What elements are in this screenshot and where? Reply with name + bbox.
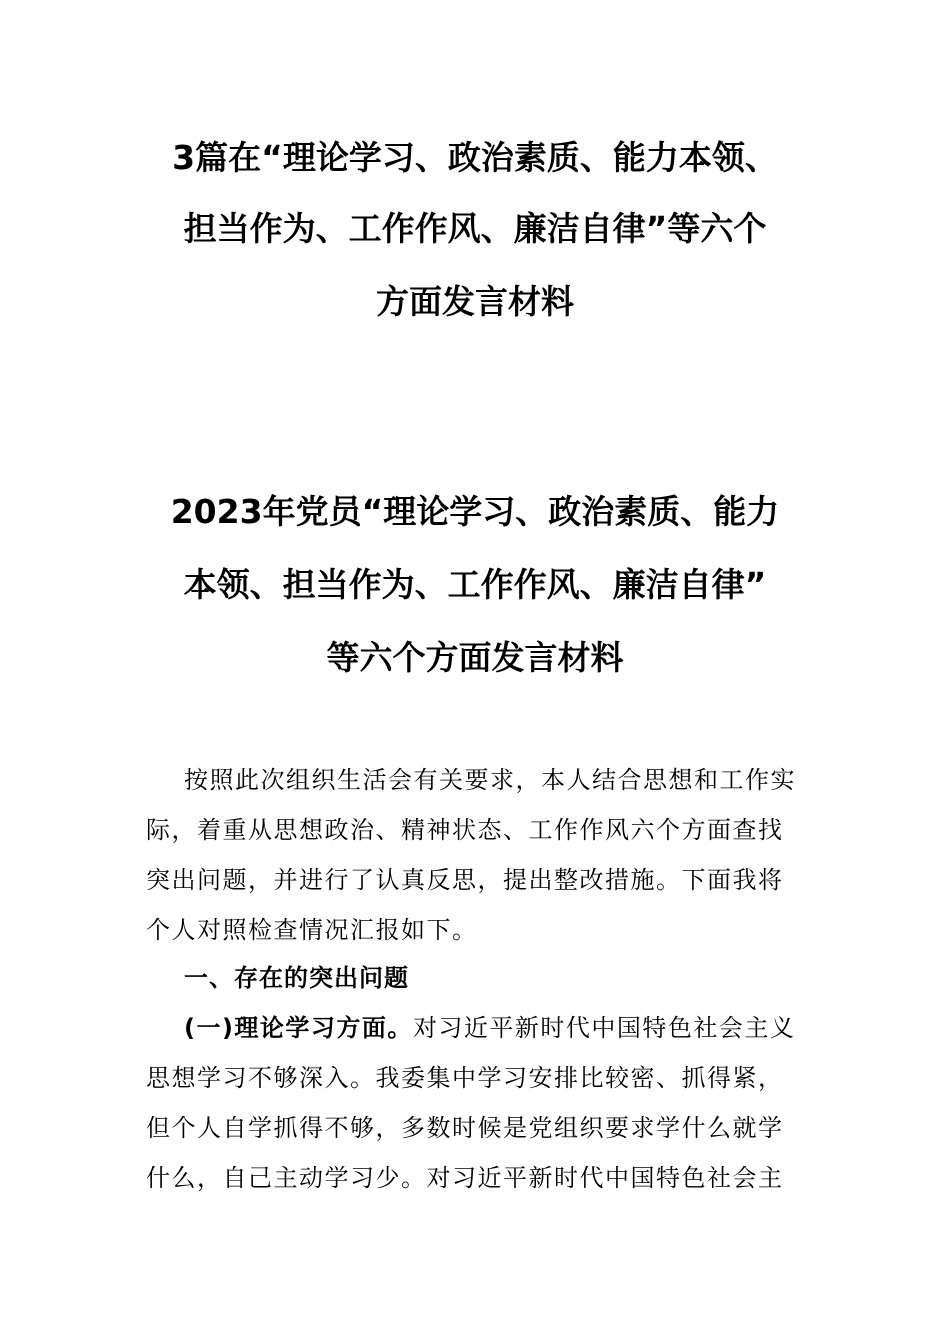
intro-line-1: 按照此次组织生活会有关要求，本人结合思想和工作实 (184, 766, 796, 794)
item1-line-4: 什么，自己主动学习少。对习近平新时代中国特色社会主 (146, 1164, 784, 1192)
item1-line-2: 思想学习不够深入。我委集中学习安排比较密、抓得紧， (146, 1064, 784, 1092)
main-title-line-2: 担当作为、工作作风、廉洁自律”等六个 (183, 209, 767, 248)
item1-label: (一)理论学习方面。 (184, 1014, 413, 1042)
sub-title-line-3: 等六个方面发言材料 (326, 638, 624, 677)
item1-line-3: 但个人自学抓得不够，多数时候是党组织要求学什么就学 (146, 1114, 784, 1142)
sub-title-line-2: 本领、担当作为、工作作风、廉洁自律” (183, 565, 767, 604)
section-heading: 一、存在的突出问题 (184, 964, 409, 992)
intro-line-3: 突出问题，并进行了认真反思，提出整改措施。下面我将 (146, 866, 784, 894)
sub-title-line-1: 2023年党员“理论学习、政治素质、能力 (170, 492, 780, 531)
main-title-line-1: 3篇在“理论学习、政治素质、能力本领、 (172, 138, 778, 177)
item1-first-line (184, 1013, 844, 1043)
intro-line-4: 个人对照检查情况汇报如下。 (146, 916, 478, 944)
item1-first-line-text: 对习近平新时代中国特色社会主义 (412, 1014, 796, 1042)
main-title-line-3: 方面发言材料 (376, 282, 574, 321)
intro-line-2: 际，着重从思想政治、精神状态、工作作风六个方面查找 (146, 816, 784, 844)
